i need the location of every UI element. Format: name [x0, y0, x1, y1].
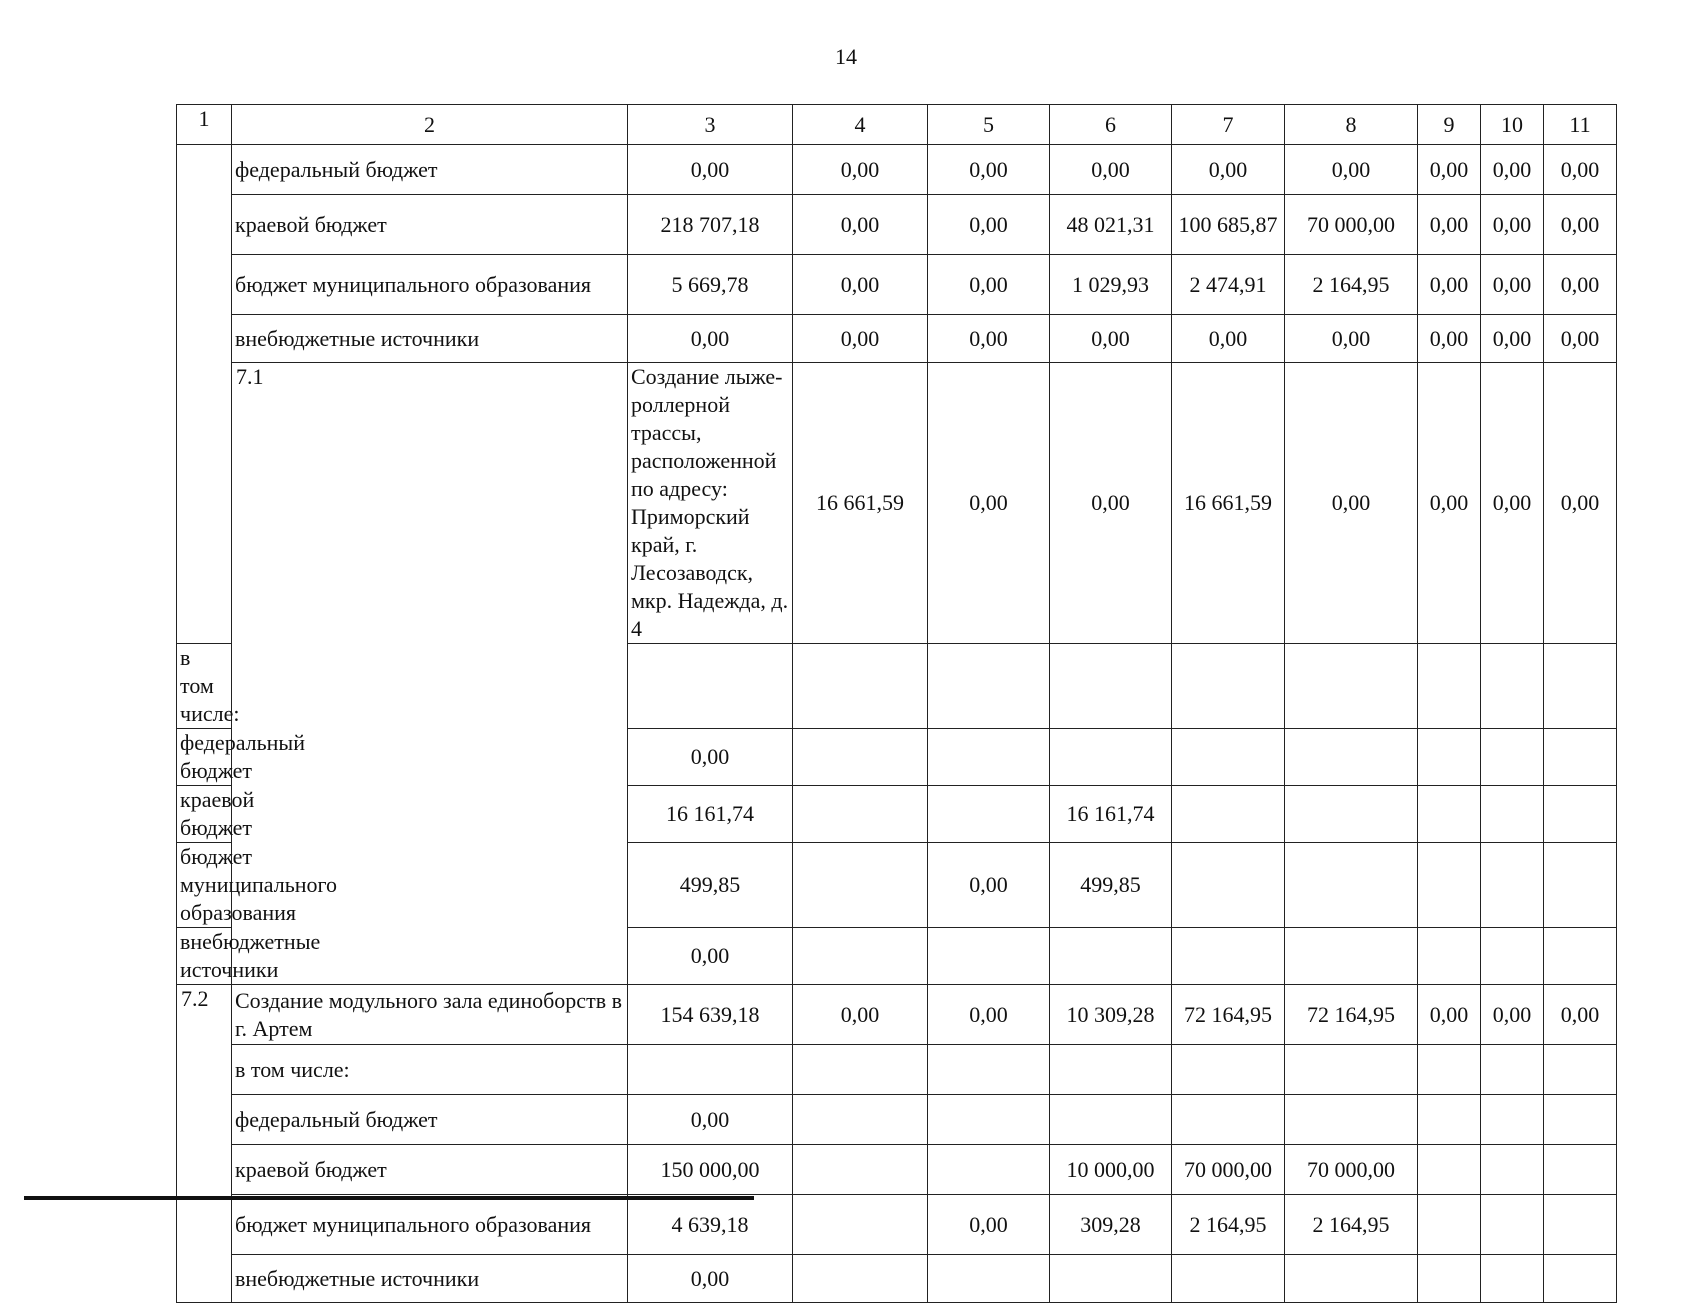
value-cell-col-5: [928, 1045, 1050, 1095]
header-col-5: 5: [928, 105, 1050, 145]
value-cell-col-11: [1544, 644, 1617, 729]
value-cell-col-7: [1172, 729, 1285, 786]
value-cell-col-10: 0,00: [1481, 195, 1544, 255]
value-cell-col-4: 0,00: [793, 315, 928, 363]
value-cell-col-3: 0,00: [628, 145, 793, 195]
value-cell-col-7: [1172, 1255, 1285, 1303]
value-cell-col-6: [1050, 1045, 1172, 1095]
value-cell-col-10: 0,00: [1481, 985, 1544, 1045]
value-cell-col-4: [793, 1095, 928, 1145]
value-cell-col-7: [1172, 1095, 1285, 1145]
value-cell-col-9: [1418, 1255, 1481, 1303]
value-cell-col-4: 0,00: [928, 363, 1050, 644]
value-cell-col-8: [1285, 1255, 1418, 1303]
value-cell-col-11: [1544, 1045, 1617, 1095]
value-cell-col-9: [1418, 1145, 1481, 1195]
value-cell-col-4: 0,00: [793, 985, 928, 1045]
table-row: [177, 1145, 1617, 1195]
table-row: [177, 315, 1617, 363]
value-cell-col-4: [793, 1145, 928, 1195]
page-number: 14: [835, 44, 857, 69]
value-cell-col-10: [1481, 786, 1544, 843]
value-cell-col-6: 309,28: [1050, 1195, 1172, 1255]
value-cell-col-6: 48 021,31: [1050, 195, 1172, 255]
value-cell-col-9: [1418, 1095, 1481, 1145]
row-label: бюджет муниципального образования: [232, 1195, 628, 1255]
value-cell-col-4: [793, 928, 928, 985]
value-cell-col-8: [1285, 928, 1418, 985]
value-cell-col-7: 0,00: [1285, 363, 1418, 644]
bottom-rule: [24, 1196, 754, 1200]
value-cell-col-11: 0,00: [1544, 195, 1617, 255]
value-cell-col-5: [928, 786, 1050, 843]
value-cell-col-4: [793, 786, 928, 843]
value-cell-col-8: 0,00: [1418, 363, 1481, 644]
value-cell-col-11: [1544, 1195, 1617, 1255]
header-col-6: 6: [1050, 105, 1172, 145]
row-label: бюджет муниципального образования: [177, 843, 232, 928]
value-cell-col-6: 16 161,74: [1050, 786, 1172, 843]
value-cell-col-11: [1544, 786, 1617, 843]
header-col-2: 2: [232, 105, 628, 145]
value-cell-col-8: [1285, 1095, 1418, 1145]
row-label: федеральный бюджет: [232, 145, 628, 195]
value-cell-col-3: 150 000,00: [628, 1145, 793, 1195]
value-cell-col-6: 0,00: [1050, 145, 1172, 195]
value-cell-col-9: 0,00: [1418, 145, 1481, 195]
value-cell-col-7: 100 685,87: [1172, 195, 1285, 255]
value-cell-col-10: [1481, 644, 1544, 729]
value-cell-col-9: [1418, 1195, 1481, 1255]
value-cell-col-5: [928, 928, 1050, 985]
value-cell-col-3: 0,00: [628, 1255, 793, 1303]
value-cell-col-11: 0,00: [1544, 985, 1617, 1045]
value-cell-col-7: [1172, 644, 1285, 729]
value-cell-col-7: 70 000,00: [1172, 1145, 1285, 1195]
item-number: 7.2: [177, 985, 232, 1303]
value-cell-col-11: 0,00: [1544, 315, 1617, 363]
value-cell-col-8: 70 000,00: [1285, 195, 1418, 255]
value-cell-col-7: 0,00: [1172, 145, 1285, 195]
value-cell-col-4: [793, 644, 928, 729]
header-col-10: 10: [1481, 105, 1544, 145]
value-cell-col-5: 0,00: [928, 315, 1050, 363]
value-cell-col-9: [1418, 644, 1481, 729]
value-cell-col-4: [793, 843, 928, 928]
table-row: [177, 1195, 1617, 1255]
value-cell-col-9: [1418, 843, 1481, 928]
value-cell-col-11: [1544, 729, 1617, 786]
value-cell-col-3: 154 639,18: [628, 985, 793, 1045]
value-cell-col-8: 72 164,95: [1285, 985, 1418, 1045]
value-cell-col-3: [628, 1045, 793, 1095]
row-label: в том числе:: [232, 1045, 628, 1095]
value-cell-col-5: 0,00: [928, 195, 1050, 255]
item-number: 7.1: [232, 363, 628, 985]
value-cell-col-11: [1544, 1095, 1617, 1145]
value-cell-col-4: 0,00: [793, 145, 928, 195]
value-cell-col-9: [1418, 928, 1481, 985]
value-cell-col-4: [793, 1045, 928, 1095]
value-cell-col-7: 2 474,91: [1172, 255, 1285, 315]
row-label: в том числе:: [177, 644, 232, 729]
row-label: внебюджетные источники: [177, 928, 232, 985]
value-cell-col-6: [1050, 1095, 1172, 1145]
value-cell-col-3: 499,85: [628, 843, 793, 928]
value-cell-col-5: [928, 1255, 1050, 1303]
value-cell-col-10: [1481, 729, 1544, 786]
header-col-3: 3: [628, 105, 793, 145]
value-cell-col-4: 0,00: [793, 255, 928, 315]
value-cell-col-3: 0,00: [628, 928, 793, 985]
table-row: [177, 363, 1617, 644]
header-col-9: 9: [1418, 105, 1481, 145]
value-cell-col-10: [1481, 1145, 1544, 1195]
value-cell-col-5: 0,00: [1050, 363, 1172, 644]
value-cell-col-9: [1418, 729, 1481, 786]
value-cell-col-8: [1285, 729, 1418, 786]
value-cell-col-3: 16 161,74: [628, 786, 793, 843]
table-row: [177, 1045, 1617, 1095]
value-cell-col-6: 16 661,59: [1172, 363, 1285, 644]
value-cell-col-3: 0,00: [628, 729, 793, 786]
row-label: федеральный бюджет: [177, 729, 232, 786]
value-cell-col-8: [1285, 786, 1418, 843]
value-cell-col-3: [628, 644, 793, 729]
value-cell-col-3: 218 707,18: [628, 195, 793, 255]
row-label: внебюджетные источники: [232, 1255, 628, 1303]
value-cell-col-10: [1481, 928, 1544, 985]
header-col-11: 11: [1544, 105, 1617, 145]
value-cell-col-7: [1172, 843, 1285, 928]
table-row: [177, 195, 1617, 255]
budget-table: [176, 104, 1617, 1303]
value-cell-col-7: [1172, 928, 1285, 985]
value-cell-col-5: 0,00: [928, 1195, 1050, 1255]
value-cell-col-5: 0,00: [928, 145, 1050, 195]
value-cell-col-10: [1481, 843, 1544, 928]
value-cell-col-5: [928, 1095, 1050, 1145]
value-cell-col-10: 0,00: [1481, 145, 1544, 195]
value-cell-col-3: 0,00: [628, 315, 793, 363]
value-cell-col-11: [1544, 843, 1617, 928]
header-col-8: 8: [1285, 105, 1418, 145]
row-label: краевой бюджет: [232, 195, 628, 255]
value-cell-col-9: [1418, 1045, 1481, 1095]
value-cell-col-9: 0,00: [1418, 315, 1481, 363]
value-cell-col-4: [793, 1195, 928, 1255]
value-cell-col-6: 0,00: [1050, 315, 1172, 363]
value-cell-col-6: [1050, 928, 1172, 985]
value-cell-col-6: 499,85: [1050, 843, 1172, 928]
table-row: [177, 145, 1617, 195]
value-cell-col-9: 0,00: [1481, 363, 1544, 644]
value-cell-col-9: 0,00: [1418, 255, 1481, 315]
row-label: Создание модульного зала единоборств в г. Артем: [232, 985, 628, 1045]
value-cell-col-3: 16 661,59: [793, 363, 928, 644]
row-label: бюджет муниципального образования: [232, 255, 628, 315]
value-cell-col-8: 70 000,00: [1285, 1145, 1418, 1195]
value-cell-col-10: 0,00: [1544, 363, 1617, 644]
value-cell-col-9: 0,00: [1418, 985, 1481, 1045]
row-label: федеральный бюджет: [232, 1095, 628, 1145]
table-body: [177, 105, 1617, 1303]
value-cell-col-10: 0,00: [1481, 255, 1544, 315]
value-cell-col-8: 2 164,95: [1285, 1195, 1418, 1255]
table-header-row: [177, 105, 1617, 145]
table-row: [177, 985, 1617, 1045]
value-cell-col-11: [1544, 1145, 1617, 1195]
value-cell-col-3: 5 669,78: [628, 255, 793, 315]
value-cell-col-4: [793, 1255, 928, 1303]
value-cell-col-7: 72 164,95: [1172, 985, 1285, 1045]
value-cell-col-11: 0,00: [1544, 145, 1617, 195]
value-cell-col-7: 2 164,95: [1172, 1195, 1285, 1255]
value-cell-col-6: 10 309,28: [1050, 985, 1172, 1045]
value-cell-col-6: [1050, 729, 1172, 786]
row-label: внебюджетные источники: [232, 315, 628, 363]
table-row: [177, 1095, 1617, 1145]
value-cell-col-11: [1544, 928, 1617, 985]
value-cell-col-8: 0,00: [1285, 145, 1418, 195]
value-cell-col-10: [1481, 1195, 1544, 1255]
value-cell-col-3: 4 639,18: [628, 1195, 793, 1255]
value-cell-col-7: [1172, 786, 1285, 843]
value-cell-col-5: 0,00: [928, 843, 1050, 928]
value-cell-col-5: [928, 729, 1050, 786]
row-label: краевой бюджет: [232, 1145, 628, 1195]
value-cell-col-9: 0,00: [1418, 195, 1481, 255]
value-cell-col-5: 0,00: [928, 255, 1050, 315]
value-cell-col-10: [1481, 1255, 1544, 1303]
value-cell-col-11: [1544, 1255, 1617, 1303]
value-cell-col-10: [1481, 1095, 1544, 1145]
value-cell-col-6: 10 000,00: [1050, 1145, 1172, 1195]
value-cell-col-8: [1285, 1045, 1418, 1095]
value-cell-col-7: 0,00: [1172, 315, 1285, 363]
value-cell-col-4: 0,00: [793, 195, 928, 255]
value-cell-col-7: [1172, 1045, 1285, 1095]
value-cell-col-9: [1418, 786, 1481, 843]
table-row: [177, 1255, 1617, 1303]
row-label: Создание лыже-роллерной трассы, расположенной по адресу: Приморский край, г. Лесозаводск, мкр. Надежда, д. 4: [628, 363, 793, 644]
value-cell-col-4: [793, 729, 928, 786]
value-cell-col-6: [1050, 1255, 1172, 1303]
value-cell-col-5: 0,00: [928, 985, 1050, 1045]
row-label: краевой бюджет: [177, 786, 232, 843]
item-number: [177, 145, 232, 644]
value-cell-col-8: [1285, 644, 1418, 729]
header-col-4: 4: [793, 105, 928, 145]
header-col-7: 7: [1172, 105, 1285, 145]
value-cell-col-8: [1285, 843, 1418, 928]
header-col-1: 1: [177, 105, 232, 145]
value-cell-col-10: [1481, 1045, 1544, 1095]
value-cell-col-10: 0,00: [1481, 315, 1544, 363]
value-cell-col-5: [928, 644, 1050, 729]
table-row: [177, 255, 1617, 315]
value-cell-col-8: 0,00: [1285, 315, 1418, 363]
value-cell-col-6: [1050, 644, 1172, 729]
value-cell-col-3: 0,00: [628, 1095, 793, 1145]
value-cell-col-6: 1 029,93: [1050, 255, 1172, 315]
value-cell-col-8: 2 164,95: [1285, 255, 1418, 315]
value-cell-col-11: 0,00: [1544, 255, 1617, 315]
value-cell-col-5: [928, 1145, 1050, 1195]
